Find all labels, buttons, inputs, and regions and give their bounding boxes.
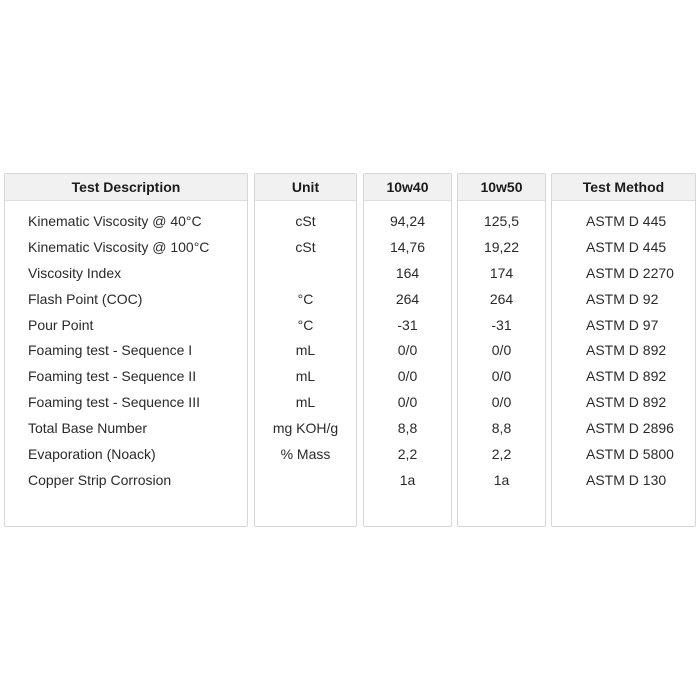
header-10w50: 10w50: [458, 174, 545, 201]
cell-10w40-value: -31: [397, 316, 418, 333]
cell-unit: % Mass: [280, 446, 331, 463]
cell-10w40-value: 0/0: [397, 394, 418, 411]
cell-10w40-value: 264: [395, 290, 420, 307]
cell-unit: mg KOH/g: [272, 420, 339, 437]
cell-unit: °C: [297, 290, 314, 307]
cell-test-description: Foaming test - Sequence I: [28, 342, 193, 359]
cell-unit: [255, 468, 356, 494]
cell-10w50-value: 125,5: [483, 213, 520, 229]
column-test-description: [4, 173, 248, 527]
cell-test-description: Foaming test - Sequence III: [28, 394, 200, 411]
cell-test-method: ASTM D 97: [586, 316, 659, 333]
cell-10w40-value: 1a: [399, 471, 416, 488]
column-test-method: [551, 173, 696, 527]
column-body-10w50: [458, 201, 545, 494]
header-unit: Unit: [255, 174, 356, 201]
cell-10w50-value: 264: [489, 290, 514, 307]
cell-test-method: ASTM D 445: [586, 238, 667, 255]
cell-unit: mL: [295, 394, 316, 411]
cell-10w50-value: 2,2: [491, 446, 512, 463]
column-body-description: [5, 201, 247, 494]
cell-test-method: ASTM D 130: [586, 471, 667, 488]
cell-10w40-value: 94,24: [389, 213, 426, 229]
cell-unit: [255, 261, 356, 287]
cell-10w50-value: -31: [491, 316, 512, 333]
cell-test-description: Copper Strip Corrosion: [28, 471, 172, 488]
cell-test-method: ASTM D 2896: [586, 420, 674, 437]
cell-test-description: Foaming test - Sequence II: [28, 368, 197, 385]
column-10w50: [457, 173, 546, 527]
cell-test-method: ASTM D 92: [586, 290, 659, 307]
cell-test-method: ASTM D 5800: [586, 446, 674, 463]
cell-10w50-value: 19,22: [483, 238, 520, 255]
cell-test-description: Viscosity Index: [28, 264, 122, 281]
cell-10w40-value: 0/0: [397, 368, 418, 385]
cell-unit: cSt: [295, 213, 316, 229]
cell-10w50-value: 1a: [493, 471, 510, 488]
cell-test-method: ASTM D 892: [586, 394, 667, 411]
column-unit: [254, 173, 357, 527]
cell-test-description: Kinematic Viscosity @ 40°C: [28, 213, 202, 229]
cell-unit: °C: [297, 316, 314, 333]
cell-test-method: ASTM D 2270: [586, 264, 674, 281]
cell-10w40-value: 2,2: [397, 446, 418, 463]
cell-10w50-value: 8,8: [491, 420, 512, 437]
cell-test-method: ASTM D 892: [586, 342, 667, 359]
column-body-10w40: [364, 201, 451, 494]
column-body-method: [552, 201, 695, 494]
cell-test-method: ASTM D 892: [586, 368, 667, 385]
cell-10w50-value: 0/0: [491, 342, 512, 359]
cell-test-description: Kinematic Viscosity @ 100°C: [28, 238, 210, 255]
cell-10w50-value: 0/0: [491, 368, 512, 385]
cell-test-description: Flash Point (COC): [28, 290, 143, 307]
cell-unit: mL: [295, 368, 316, 385]
header-10w40: 10w40: [364, 174, 451, 201]
header-test-description: Test Description: [5, 174, 247, 201]
column-10w40: [363, 173, 452, 527]
cell-test-description: Pour Point: [28, 316, 94, 333]
cell-10w40-value: 8,8: [397, 420, 418, 437]
cell-10w50-value: 174: [489, 264, 514, 281]
column-body-unit: [255, 201, 356, 494]
cell-unit: mL: [295, 342, 316, 359]
cell-test-description: Evaporation (Noack): [28, 446, 156, 463]
cell-10w40-value: 0/0: [397, 342, 418, 359]
cell-10w40-value: 164: [395, 264, 420, 281]
header-test-method: Test Method: [552, 174, 695, 201]
cell-test-description: Total Base Number: [28, 420, 148, 437]
cell-10w50-value: 0/0: [491, 394, 512, 411]
cell-10w40-value: 14,76: [389, 238, 426, 255]
cell-test-method: ASTM D 445: [586, 213, 667, 229]
cell-unit: cSt: [295, 238, 316, 255]
